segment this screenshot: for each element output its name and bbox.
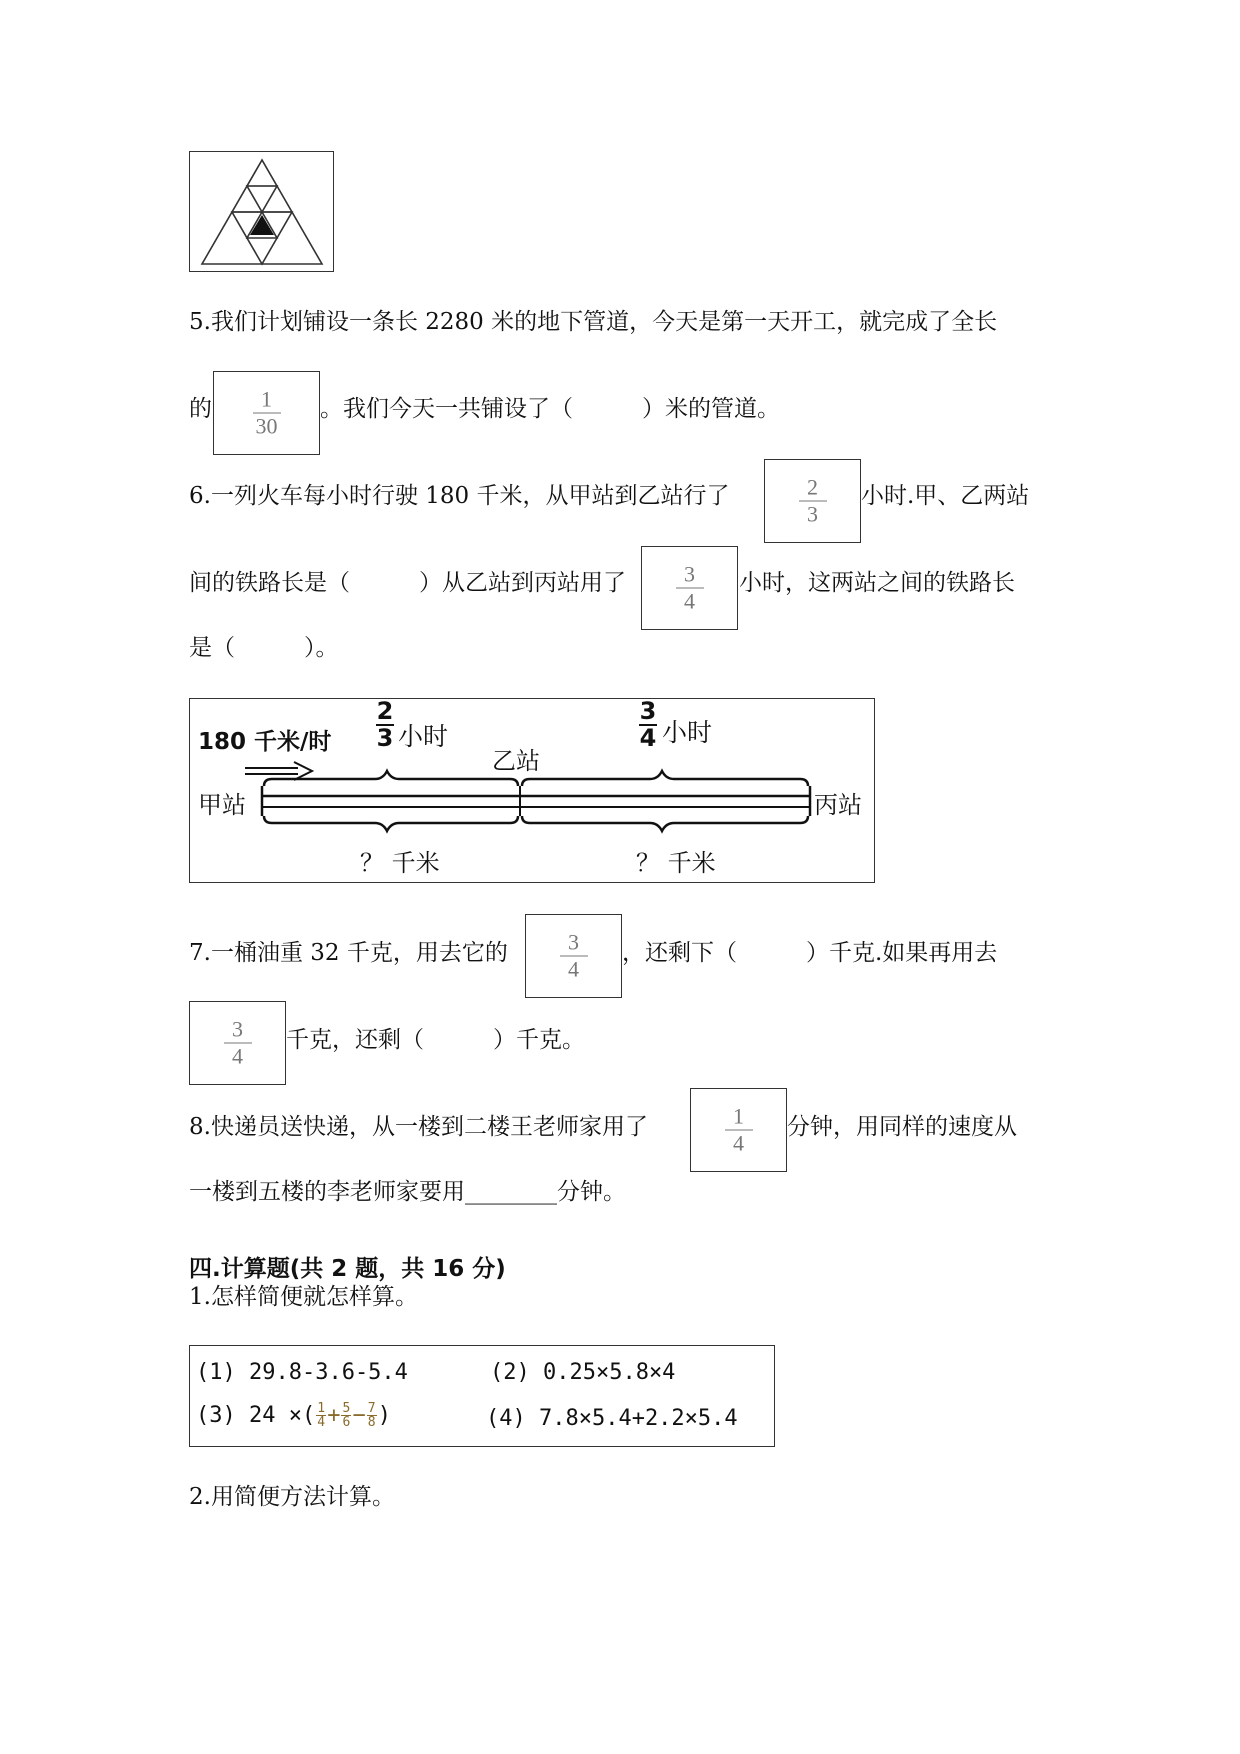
fraction-numerator: 3 bbox=[232, 1016, 243, 1042]
fraction-denominator: 8 bbox=[367, 1415, 376, 1430]
q7-fraction-1 bbox=[526, 931, 621, 982]
fraction-denominator: 3 bbox=[807, 501, 818, 527]
calc-fraction-3 bbox=[367, 1402, 377, 1429]
fraction-numerator: 7 bbox=[367, 1401, 376, 1416]
segment2-fraction bbox=[638, 699, 658, 751]
train-route-diagram bbox=[189, 698, 875, 883]
calc-item-3 bbox=[196, 1402, 391, 1429]
unknown-distance-2: ？ 千米 bbox=[636, 849, 716, 877]
calc-item-3-suffix: ) bbox=[377, 1403, 391, 1428]
fraction-denominator: 30 bbox=[255, 413, 278, 439]
q7-fraction-box-2 bbox=[189, 1001, 286, 1085]
minus-operator: − bbox=[352, 1403, 366, 1428]
q5-line2-end: 。我们今天一共铺设了（ ）米的管道。 bbox=[320, 396, 780, 422]
plus-operator: + bbox=[327, 1403, 341, 1428]
section-heading: 四.计算题(共 2 题，共 16 分) bbox=[189, 1256, 506, 1282]
q8-line1-start: 8.快递员送快递，从一楼到二楼王老师家用了 bbox=[189, 1114, 648, 1140]
calc-item-1: (1) 29.8-3.6-5.4 bbox=[196, 1360, 408, 1385]
q8-fraction bbox=[691, 1105, 786, 1156]
fraction-numerator: 5 bbox=[342, 1401, 351, 1416]
fraction-numerator: 2 bbox=[807, 474, 818, 500]
q6-line2-start: 间的铁路长是（ ）从乙站到丙站用了 bbox=[189, 570, 626, 596]
segment2-unit: 小时 bbox=[662, 718, 713, 747]
fraction-numerator: 1 bbox=[317, 1401, 326, 1416]
q6-fraction-2 bbox=[642, 563, 737, 614]
speed-label: 180 千米/时 bbox=[198, 729, 332, 755]
calc-fraction-2 bbox=[341, 1402, 351, 1429]
q7-line2-end: 千克，还剩（ ）千克。 bbox=[286, 1027, 585, 1053]
fraction-denominator: 4 bbox=[639, 724, 657, 752]
fraction-denominator: 3 bbox=[376, 724, 394, 752]
fraction-numerator: 3 bbox=[568, 929, 579, 955]
fraction-numerator: 3 bbox=[684, 561, 695, 587]
fraction-denominator: 4 bbox=[684, 588, 695, 614]
segment1-unit: 小时 bbox=[398, 722, 449, 751]
calc-problems-box bbox=[189, 1345, 775, 1447]
unknown-distance-1: ？ 千米 bbox=[360, 849, 440, 877]
q6-line3: 是（ ）。 bbox=[189, 635, 339, 661]
q5-line2-start: 的 bbox=[189, 396, 212, 422]
q8-line2: 一楼到五楼的李老师家要用________分钟。 bbox=[189, 1179, 626, 1205]
fraction-numerator: 3 bbox=[639, 697, 657, 725]
nested-triangles-icon bbox=[190, 152, 333, 271]
q5-fraction-box bbox=[213, 371, 320, 455]
fraction-denominator: 4 bbox=[733, 1130, 744, 1156]
calc-item-4: (4) 7.8×5.4+2.2×5.4 bbox=[486, 1406, 738, 1431]
station-jia-label: 甲站 bbox=[198, 791, 246, 819]
fraction-numerator: 2 bbox=[376, 697, 394, 725]
q6-line2-end: 小时，这两站之间的铁路长 bbox=[739, 570, 1015, 596]
q6-line1-start: 6.一列火车每小时行驶 180 千米，从甲站到乙站行了 bbox=[189, 483, 730, 509]
q8-line1-end: 分钟，用同样的速度从 bbox=[787, 1114, 1017, 1140]
q6-fraction-1 bbox=[765, 476, 860, 527]
fraction-denominator: 6 bbox=[342, 1415, 351, 1430]
station-yi-label: 乙站 bbox=[492, 747, 540, 775]
fraction-numerator: 1 bbox=[261, 386, 272, 412]
fraction-denominator: 4 bbox=[232, 1043, 243, 1069]
fraction-denominator: 4 bbox=[317, 1415, 326, 1430]
triangle-figure bbox=[189, 151, 334, 272]
station-bing-label: 丙站 bbox=[814, 791, 862, 819]
q6-fraction-box-1 bbox=[764, 459, 861, 543]
calc-item-2: (2) 0.25×5.8×4 bbox=[490, 1360, 676, 1385]
q7-fraction-2 bbox=[190, 1018, 285, 1069]
calc-q2-prompt: 2.用简便方法计算。 bbox=[189, 1484, 395, 1510]
calc-q1-prompt: 1.怎样简便就怎样算。 bbox=[189, 1284, 418, 1310]
q5-fraction bbox=[214, 388, 319, 439]
q7-fraction-box-1 bbox=[525, 914, 622, 998]
fraction-numerator: 1 bbox=[733, 1103, 744, 1129]
q6-line1-end: 小时.甲、乙两站 bbox=[861, 483, 1030, 509]
q6-fraction-box-2 bbox=[641, 546, 738, 630]
segment1-fraction bbox=[375, 699, 395, 751]
q7-line1-start: 7.一桶油重 32 千克，用去它的 bbox=[189, 940, 508, 966]
calc-item-3-prefix: (3) 24 ×( bbox=[196, 1403, 316, 1428]
fraction-denominator: 4 bbox=[568, 956, 579, 982]
q5-line1: 5.我们计划铺设一条长 2280 米的地下管道，今天是第一天开工，就完成了全长 bbox=[189, 309, 998, 335]
q7-line1-end: ，还剩下（ ）千克.如果再用去 bbox=[622, 940, 998, 966]
q8-fraction-box bbox=[690, 1088, 787, 1172]
calc-fraction-1 bbox=[316, 1402, 326, 1429]
